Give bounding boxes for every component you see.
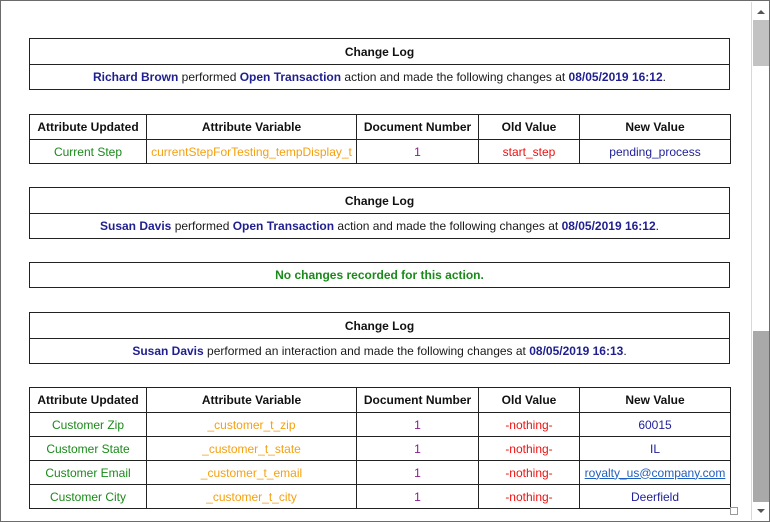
timestamp: 08/05/2019 16:12	[561, 219, 656, 233]
no-changes-message: No changes recorded for this action.	[30, 263, 730, 288]
action-name: Open Transaction	[239, 70, 342, 84]
attribute-variable-cell: _customer_t_city	[147, 485, 357, 509]
col-header-attribute-updated: Attribute Updated	[30, 115, 147, 140]
new-value-cell: 60015	[580, 413, 731, 437]
changes-table-1-wrap	[29, 114, 730, 164]
action-name: Open Transaction	[232, 219, 335, 233]
timestamp: 08/05/2019 16:12	[568, 70, 663, 84]
col-header-old-value: Old Value	[479, 388, 580, 413]
old-value-cell: -nothing-	[479, 485, 580, 509]
resize-grip[interactable]	[730, 507, 738, 515]
attribute-updated-cell: Customer State	[30, 437, 147, 461]
document-number-cell: 1	[357, 437, 479, 461]
attribute-updated-cell: Customer Email	[30, 461, 147, 485]
scroll-thumb[interactable]	[753, 66, 769, 331]
triangle-down-icon	[757, 509, 765, 513]
table-row	[30, 485, 731, 509]
user-name: Richard Brown	[93, 70, 179, 84]
changes-table-2-wrap	[29, 387, 730, 509]
attribute-variable-cell: _customer_t_zip	[147, 413, 357, 437]
new-value-cell: IL	[580, 437, 731, 461]
changes-table-2	[29, 387, 731, 509]
changes-table-1	[29, 114, 731, 164]
col-header-attribute-variable: Attribute Variable	[147, 388, 357, 413]
change-log-title: Change Log	[30, 313, 730, 339]
old-value-cell: start_step	[479, 140, 580, 164]
scroll-down-button[interactable]	[753, 502, 769, 519]
timestamp: 08/05/2019 16:13	[529, 344, 624, 358]
old-value-cell: -nothing-	[479, 461, 580, 485]
change-log-title: Change Log	[30, 188, 730, 214]
table-row	[30, 140, 731, 164]
col-header-document-number: Document Number	[357, 388, 479, 413]
summary-text: performed an interaction and made the following changes at	[203, 344, 530, 358]
attribute-variable-cell: _customer_t_email	[147, 461, 357, 485]
attribute-updated-cell: Customer City	[30, 485, 147, 509]
table-row	[30, 437, 731, 461]
col-header-document-number: Document Number	[357, 115, 479, 140]
summary-text: .	[662, 70, 666, 84]
document-number-cell: 1	[357, 413, 479, 437]
old-value-cell: -nothing-	[479, 437, 580, 461]
summary-text: .	[623, 344, 627, 358]
scroll-track-upper[interactable]	[753, 20, 769, 66]
user-name: Susan Davis	[99, 219, 172, 233]
attribute-updated-cell: Customer Zip	[30, 413, 147, 437]
old-value-cell: -nothing-	[479, 413, 580, 437]
vertical-scrollbar[interactable]	[751, 2, 769, 520]
table-row	[30, 461, 731, 485]
change-log-entry-2	[29, 187, 730, 239]
col-header-old-value: Old Value	[479, 115, 580, 140]
change-log-entry-1	[29, 38, 730, 90]
document-number-cell: 1	[357, 140, 479, 164]
col-header-attribute-variable: Attribute Variable	[147, 115, 357, 140]
no-changes-table	[29, 262, 730, 288]
user-name: Susan Davis	[132, 344, 204, 358]
change-log-title: Change Log	[30, 39, 730, 65]
change-log-header-table	[29, 38, 730, 90]
scroll-up-button[interactable]	[753, 3, 769, 20]
change-log-header-table	[29, 312, 730, 364]
col-header-new-value: New Value	[580, 388, 731, 413]
no-changes-box	[29, 262, 730, 288]
new-value-cell	[580, 461, 731, 485]
col-header-new-value: New Value	[580, 115, 731, 140]
table-row	[30, 413, 731, 437]
summary-text: action and made the following changes at	[334, 219, 562, 233]
change-log-summary	[30, 339, 730, 364]
attribute-variable-cell: _customer_t_state	[147, 437, 357, 461]
email-link[interactable]: royalty_us@company.com	[584, 465, 726, 480]
scroll-track-lower[interactable]	[753, 331, 769, 502]
scroll-content	[1, 1, 751, 521]
new-value-cell: pending_process	[580, 140, 731, 164]
document-number-cell: 1	[357, 461, 479, 485]
change-log-entry-3	[29, 312, 730, 364]
summary-text: performed	[171, 219, 233, 233]
attribute-updated-cell: Current Step	[30, 140, 147, 164]
triangle-up-icon	[757, 10, 765, 14]
summary-text: performed	[178, 70, 240, 84]
change-log-summary	[30, 65, 730, 90]
change-log-summary	[30, 214, 730, 239]
summary-text: .	[655, 219, 659, 233]
col-header-attribute-updated: Attribute Updated	[30, 388, 147, 413]
change-log-header-table	[29, 187, 730, 239]
new-value-cell: Deerfield	[580, 485, 731, 509]
summary-text: action and made the following changes at	[341, 70, 569, 84]
attribute-variable-cell: currentStepForTesting_tempDisplay_t	[147, 140, 357, 164]
document-number-cell: 1	[357, 485, 479, 509]
